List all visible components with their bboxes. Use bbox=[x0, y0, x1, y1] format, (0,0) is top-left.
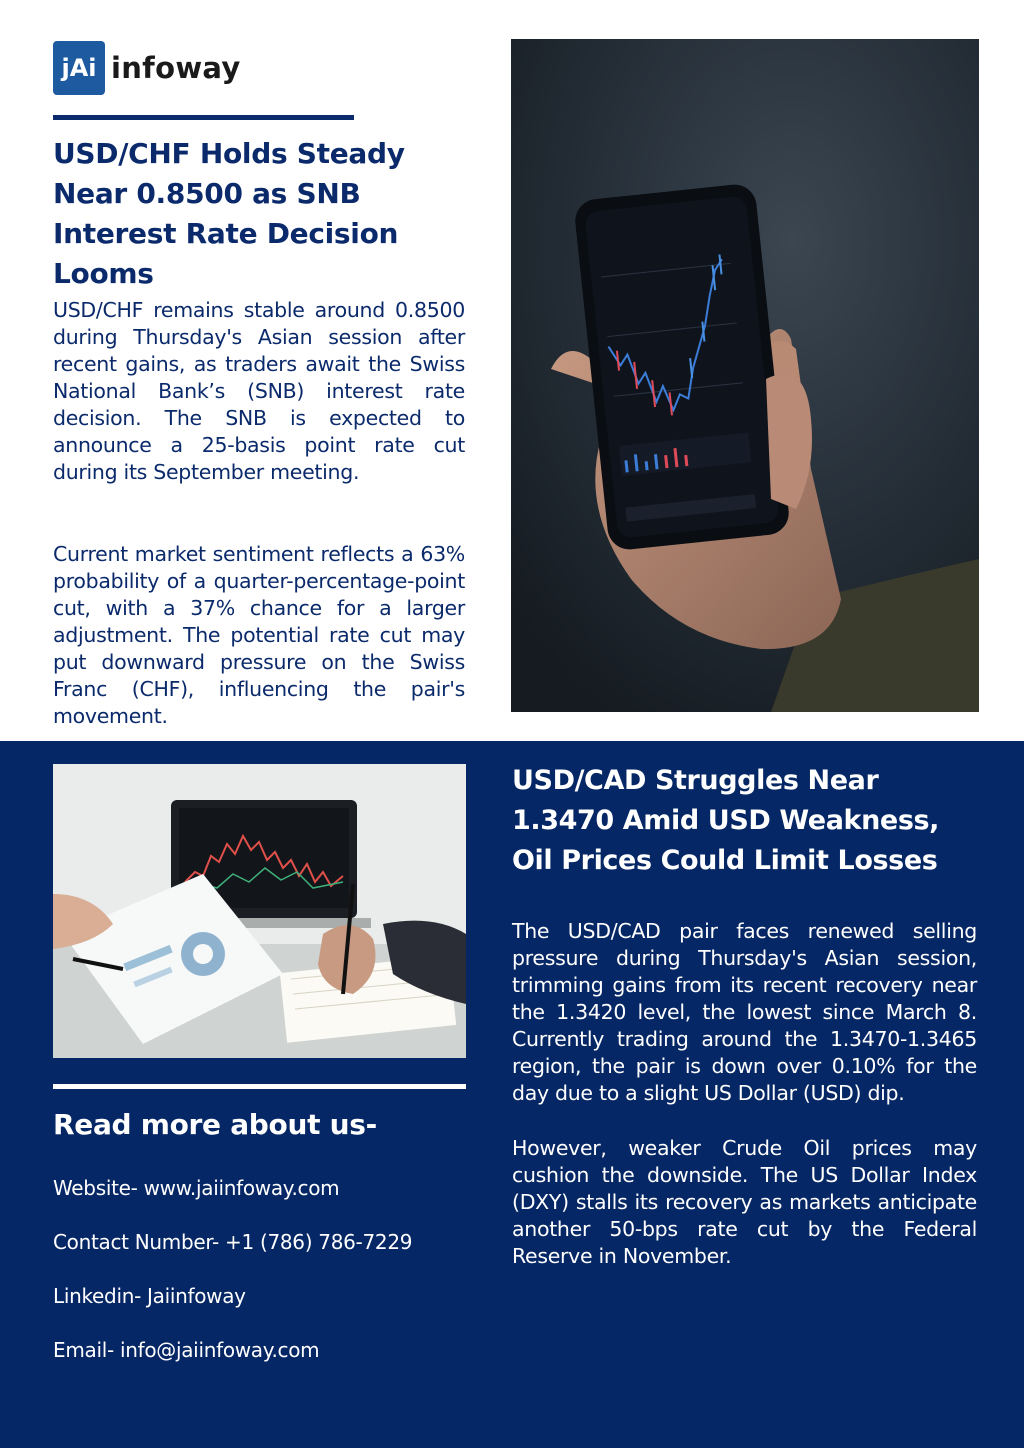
company-logo bbox=[53, 40, 241, 96]
article2-paragraph-1: The USD/CAD pair faces renewed selling pressure during Thursday's Asian session, trimming gains from its recent recovery near the 1.3420 level, the lowest since March 8. Currently trading around the 1.3470-1.3465 region, the pair is down over 0.10% for the day due to a slight US Dollar (USD) dip. bbox=[512, 919, 977, 1105]
article1-paragraph-2: Current market sentiment reflects a 63% probability of a quarter-percentage-point cut, with a 37% chance for a larger adjustment. The potential rate cut may put downward pressure on the Swiss Franc (CHF), influencing the pair's movement. bbox=[53, 542, 465, 728]
logo-wordmark: infoway bbox=[111, 51, 241, 85]
read-more-heading: Read more about us- bbox=[53, 1108, 377, 1141]
phone-chart-photo bbox=[511, 39, 979, 712]
logo-mark: jAi bbox=[53, 41, 105, 95]
contact-divider bbox=[53, 1084, 466, 1089]
article1-title: USD/CHF Holds Steady Near 0.8500 as SNB Interest Rate Decision Looms bbox=[53, 137, 405, 290]
linkedin-link[interactable]: Linkedin- Jaiinfoway bbox=[53, 1284, 246, 1308]
article2-title: USD/CAD Struggles Near 1.3470 Amid USD Weakness, Oil Prices Could Limit Losses bbox=[512, 765, 940, 876]
contact-number[interactable]: Contact Number- +1 (786) 786-7229 bbox=[53, 1230, 413, 1254]
top-divider bbox=[53, 115, 354, 120]
article1-paragraph-1: USD/CHF remains stable around 0.8500 during Thursday's Asian session after recent gains, as traders await the Swiss National Bank’s (SNB) interest rate decision. The SNB is expected to announce a 25-basis point rate cut during its September meeting. bbox=[53, 298, 465, 484]
email-link[interactable]: Email- info@jaiinfoway.com bbox=[53, 1338, 320, 1362]
article2-paragraph-2: However, weaker Crude Oil prices may cushion the downside. The US Dollar Index (DXY) stalls its recovery as markets anticipate another 50-bps rate cut by the Federal Reserve in November. bbox=[512, 1136, 977, 1268]
website-link[interactable]: Website- www.jaiinfoway.com bbox=[53, 1176, 340, 1200]
meeting-charts-photo bbox=[53, 764, 466, 1058]
